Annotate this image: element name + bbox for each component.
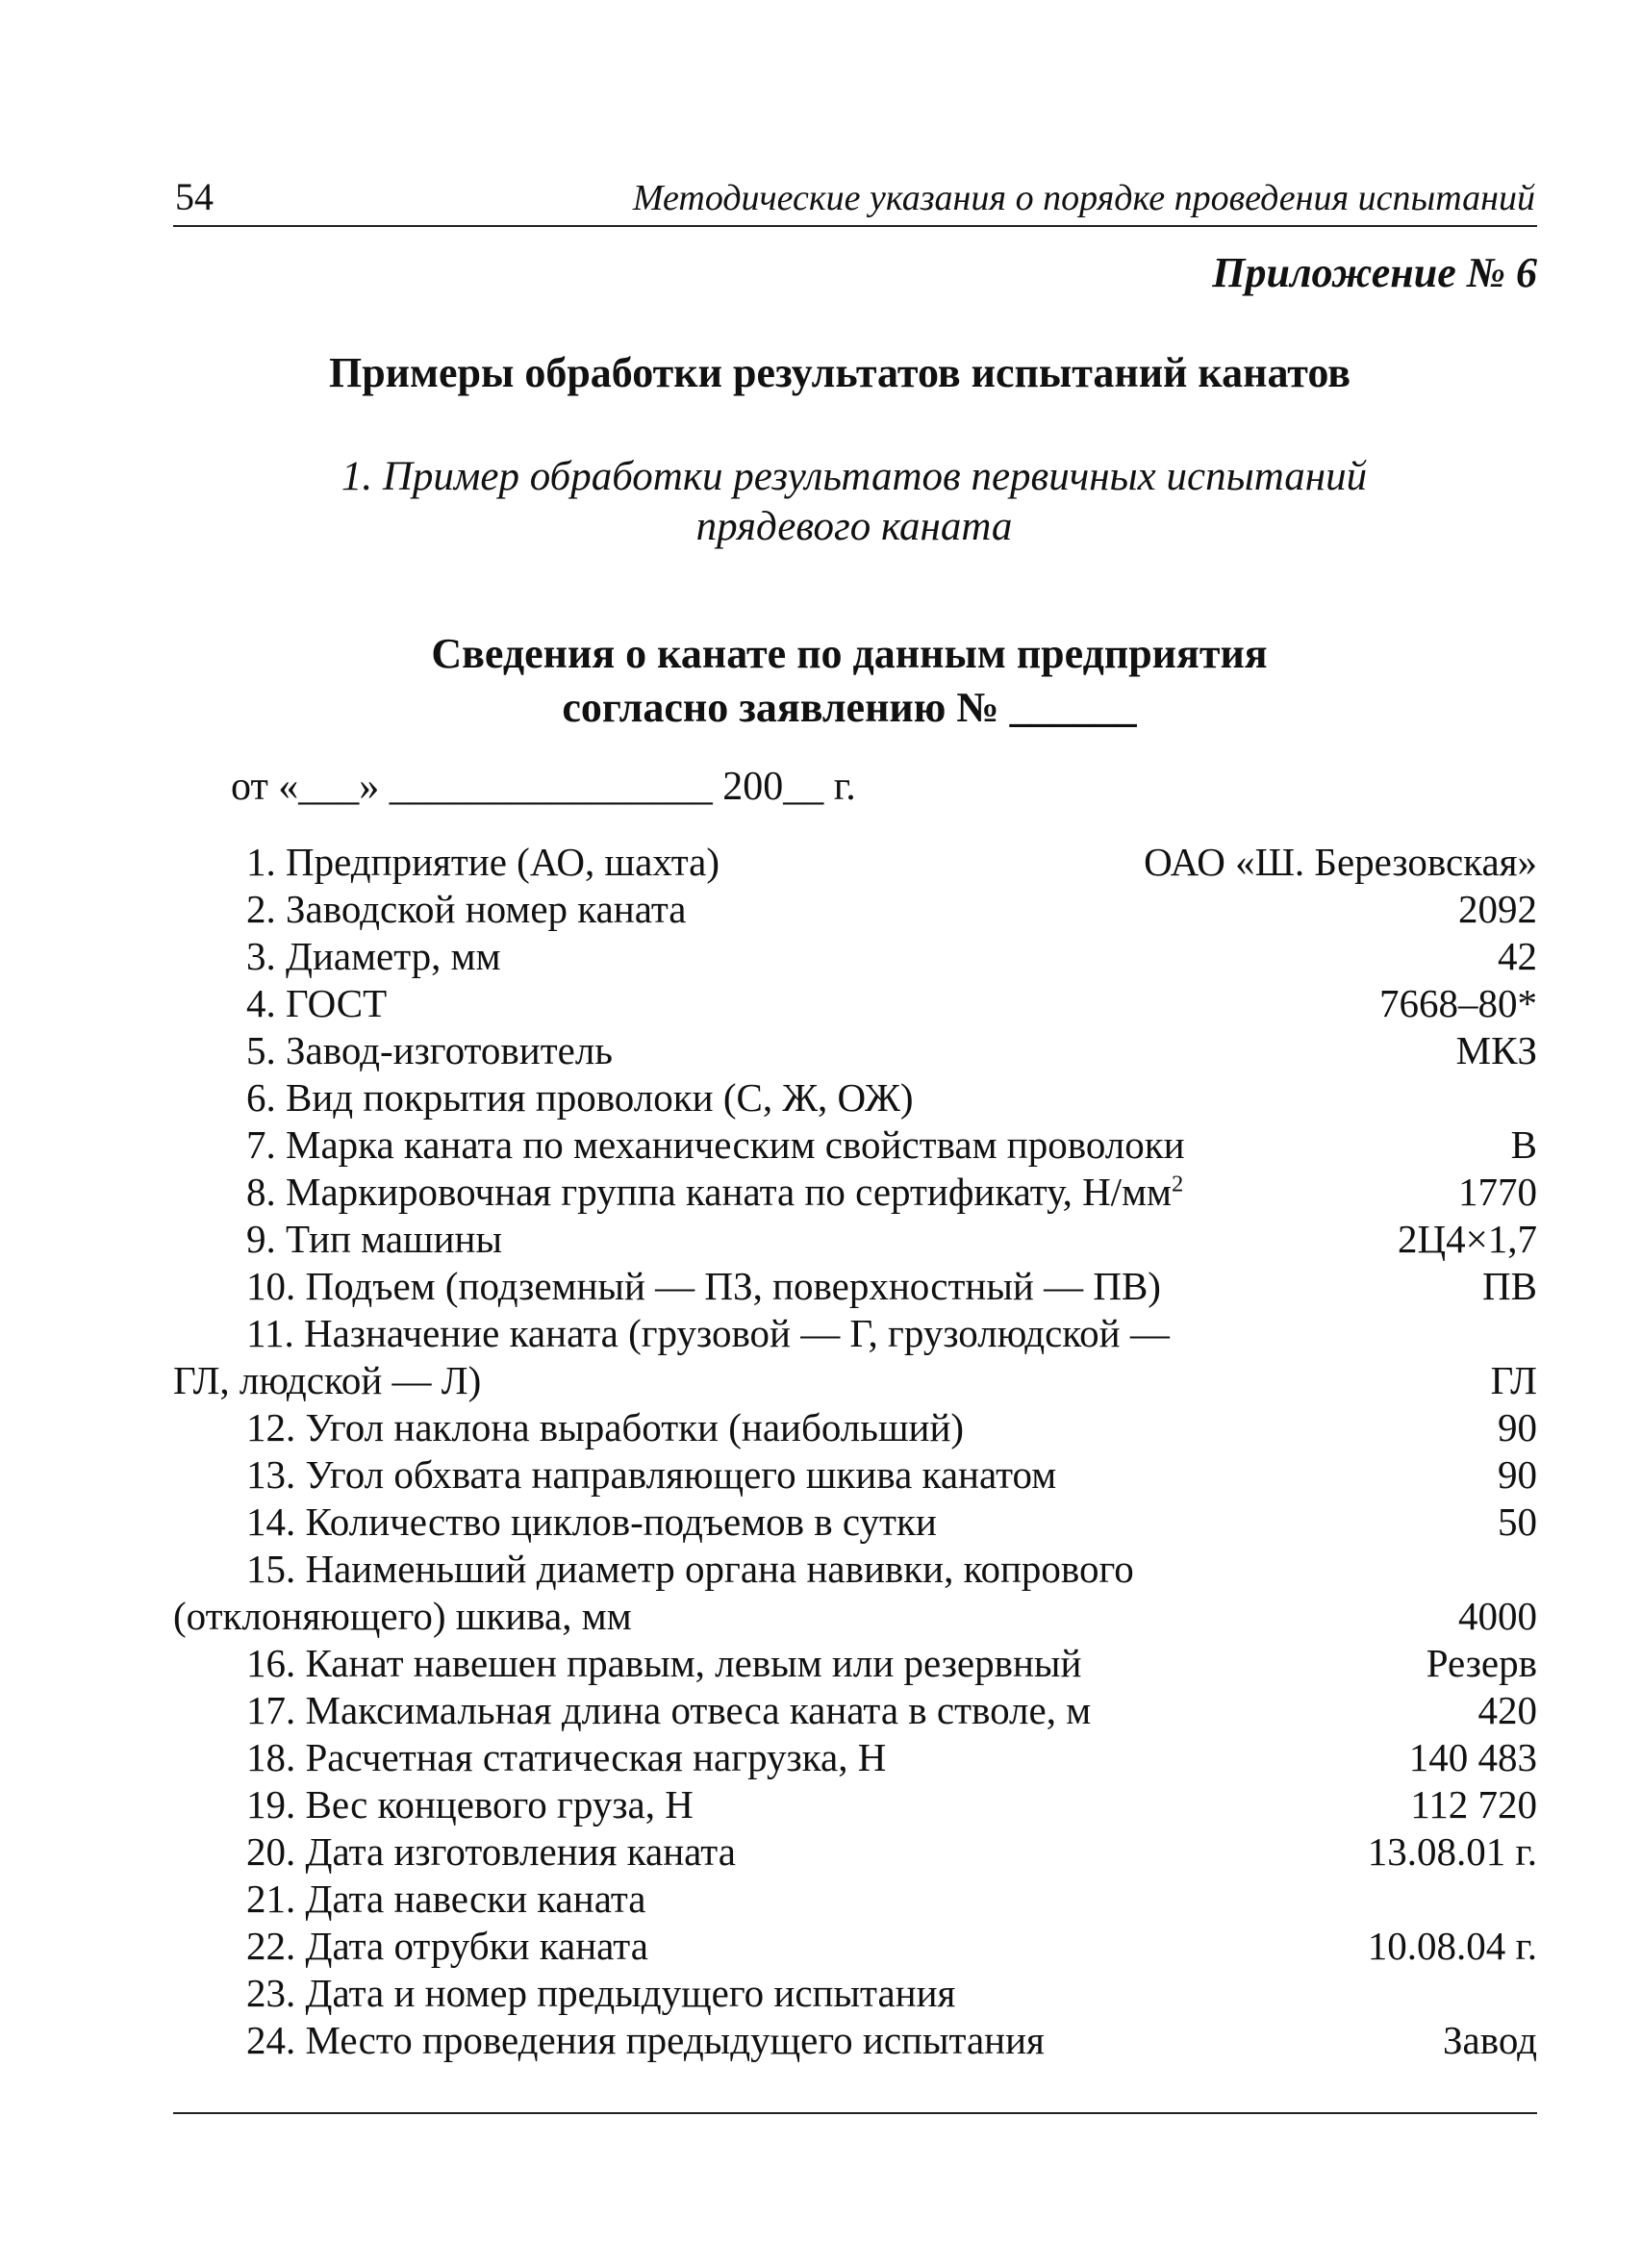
appendix-label: Приложение № 6 — [1212, 249, 1537, 296]
item-label: 22. Дата отрубки каната — [246, 1924, 648, 1968]
section-title-line: согласно заявлению № ______ — [562, 684, 1137, 731]
list-item — [173, 1169, 1537, 1216]
running-title: Методические указания о порядке проведения испытаний — [632, 178, 1535, 218]
item-value: 7668–80* — [1379, 981, 1537, 1025]
item-value: 90 — [1498, 1405, 1537, 1449]
section-title — [0, 627, 1641, 735]
list-item — [173, 980, 1537, 1027]
item-value: 42 — [1498, 934, 1537, 978]
item-label: 15. Наименьший диаметр органа навивки, копрового (отклоняющего) шкива, мм — [173, 1547, 1134, 1638]
item-value: 50 — [1498, 1499, 1537, 1544]
page-header — [173, 175, 1537, 227]
item-label-superscript: 2 — [1171, 1171, 1184, 1197]
bottom-divider — [173, 2112, 1537, 2114]
list-item — [173, 1310, 1537, 1404]
item-label: 9. Тип машины — [246, 1217, 503, 1261]
item-value: Завод — [1443, 2018, 1537, 2062]
list-item — [173, 1027, 1537, 1074]
item-label: 11. Назначение каната (грузовой — Г, грузолюдской — ГЛ, людской — Л) — [173, 1311, 1170, 1402]
item-label: 10. Подъем (подземный — ПЗ, поверхностный — ПВ) — [246, 1264, 1161, 1308]
section-title-line: Сведения о канате по данным предприятия — [431, 630, 1268, 677]
item-label: 4. ГОСТ — [246, 981, 388, 1025]
list-item — [173, 933, 1537, 980]
item-value: 1770 — [1458, 1170, 1537, 1214]
item-value: 420 — [1477, 1688, 1537, 1732]
item-value: 140 483 — [1408, 1735, 1537, 1779]
date-line: от «___» ________________ 200__ г. — [231, 765, 856, 809]
list-item — [173, 1121, 1537, 1169]
item-value: 112 720 — [1410, 1782, 1537, 1827]
list-item — [173, 839, 1537, 886]
item-value: 2092 — [1458, 887, 1537, 931]
list-item — [173, 1263, 1537, 1310]
subtitle — [0, 452, 1641, 552]
item-value: ПВ — [1482, 1264, 1537, 1308]
list-item — [173, 1734, 1537, 1781]
list-item — [173, 1404, 1537, 1451]
item-label: 17. Максимальная длина отвеса каната в стволе, м — [246, 1688, 1092, 1732]
list-item — [173, 1216, 1537, 1263]
page-number: 54 — [175, 175, 214, 218]
item-label: 12. Угол наклона выработки (наибольший) — [246, 1405, 965, 1449]
item-label: 23. Дата и номер предыдущего испытания — [246, 1971, 956, 2015]
item-value: ОАО «Ш. Березовская» — [1144, 840, 1537, 884]
item-value: МКЗ — [1455, 1028, 1537, 1072]
item-label: 2. Заводской номер каната — [246, 887, 687, 931]
item-value: 10.08.04 г. — [1367, 1924, 1537, 1968]
item-label: 21. Дата навески каната — [246, 1877, 646, 1921]
subtitle-line: 1. Пример обработки результатов первичных испытаний — [341, 454, 1368, 499]
subtitle-line: прядевого каната — [695, 504, 1013, 549]
rope-info-list — [173, 839, 1537, 2064]
item-value: 2Ц4×1,7 — [1398, 1217, 1537, 1261]
list-item — [173, 1781, 1537, 1828]
item-label: 20. Дата изготовления каната — [246, 1829, 736, 1874]
item-label: 18. Расчетная статическая нагрузка, Н — [246, 1735, 887, 1779]
list-item — [173, 1074, 1537, 1121]
list-item — [173, 1451, 1537, 1499]
list-item — [173, 886, 1537, 933]
list-item — [173, 2017, 1537, 2064]
item-label: 8. Маркировочная группа каната по сертификату, $Н/мм^2$ — [246, 1170, 1184, 1214]
item-label: 19. Вес концевого груза, Н — [246, 1782, 694, 1827]
item-label: 3. Диаметр, мм — [246, 934, 501, 978]
list-item — [173, 1876, 1537, 1923]
item-value: Резерв — [1426, 1641, 1537, 1685]
list-item — [173, 1828, 1537, 1876]
list-item — [173, 1499, 1537, 1546]
item-value: 13.08.01 г. — [1367, 1829, 1537, 1874]
item-value: 4000 — [1458, 1594, 1537, 1638]
item-label: 1. Предприятие (АО, шахта) — [246, 840, 720, 884]
item-value: 90 — [1498, 1452, 1537, 1497]
item-label: 13. Угол обхвата направляющего шкива канатом — [246, 1452, 1057, 1497]
list-item — [173, 1687, 1537, 1734]
item-label: 24. Место проведения предыдущего испытания — [246, 2018, 1045, 2062]
list-item — [173, 1546, 1537, 1640]
item-label: 16. Канат навешен правым, левым или резервный — [246, 1641, 1082, 1685]
item-label: 7. Марка каната по механическим свойствам проволоки — [246, 1122, 1185, 1167]
item-label: 6. Вид покрытия проволоки (С, Ж, ОЖ) — [246, 1075, 914, 1120]
list-item — [173, 1970, 1537, 2017]
item-value: В — [1510, 1122, 1537, 1167]
list-item — [173, 1923, 1537, 1970]
item-value: ГЛ — [1490, 1358, 1537, 1402]
list-item — [173, 1640, 1537, 1687]
item-label: 14. Количество циклов-подъемов в сутки — [246, 1499, 937, 1544]
item-label: 5. Завод-изготовитель — [246, 1028, 613, 1072]
main-title: Примеры обработки результатов испытаний канатов — [328, 349, 1351, 396]
